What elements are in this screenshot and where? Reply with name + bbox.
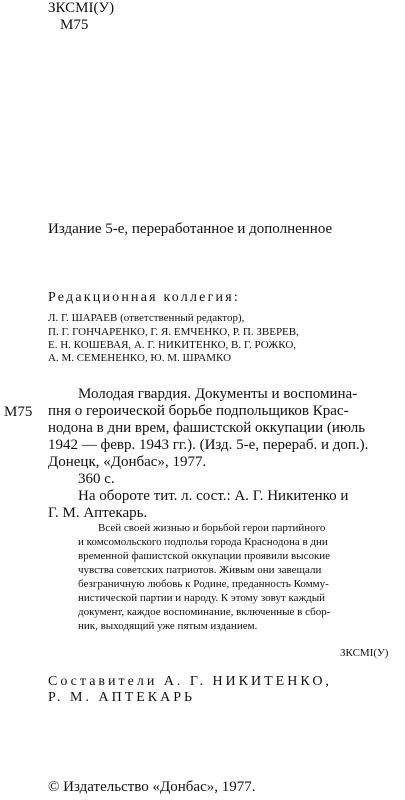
copyright-notice: © Издательство «Донбас», 1977. <box>48 779 256 795</box>
annotation-line: ник, выходящий уже пятым изданием. <box>78 620 258 632</box>
annotation-line: документ, каждое воспоминание, включенные в сбор- <box>78 606 331 618</box>
page-count: 360 с. <box>78 471 115 487</box>
annotation-line: нистической партии и народу. К этому зовут каждый <box>78 592 326 604</box>
edition-statement: Издание 5-е, переработанное и дополненное <box>48 221 333 237</box>
biblio-line: Донецк, «Донбас», 1977. <box>48 454 207 470</box>
biblio-line: пня о героической борьбе подпольщиков Крас- <box>48 403 349 419</box>
annotation-line: Всей своей жизнью и борьбой герои партийного <box>98 522 326 534</box>
compilers-line: Р. М. АПТЕКАРЬ <box>48 690 196 705</box>
editorial-board-line: А. М. СЕМЕНЕНКО, Ю. М. ШРАМКО <box>48 352 232 364</box>
annotation-line: временной фашистской оккупации проявили высокие <box>78 550 331 562</box>
biblio-line: нодона в дни врем, фашистской оккупации (июль <box>48 420 366 436</box>
biblio-line: 1942 — февр. 1943 гг.). (Изд. 5-е, перераб. и доп.). <box>48 437 369 453</box>
reverse-note-line: На обороте тит. л. сост.: А. Г. Никитенко и <box>78 488 349 504</box>
annotation <box>78 521 398 633</box>
reverse-note-line: Г. М. Аптекарь. <box>48 505 148 521</box>
side-author-mark: М75 <box>4 404 33 420</box>
classification-index-bottom: ЗКСМІ(У) <box>340 647 389 659</box>
annotation-line: и комсомольского подполья города Краснодона в дни <box>78 536 328 548</box>
compilers-line: Составители А. Г. НИКИТЕНКО, <box>48 674 332 689</box>
biblio-line: Молодая гвардия. Документы и воспомина- <box>78 386 358 402</box>
author-mark: М75 <box>60 17 89 33</box>
annotation-line: чувства советских патриотов. Живым они завещали <box>78 564 322 576</box>
editorial-board-line: Л. Г. ШАРАЕВ (ответственный редактор), <box>48 312 245 324</box>
annotation-line: безграничную любовь к Родине, преданность Комму- <box>78 578 329 590</box>
editorial-board-heading: Редакционная коллегия: <box>48 290 240 305</box>
classification-index: ЗКСМІ(У) <box>48 0 115 16</box>
biblio-description <box>48 386 400 522</box>
editorial-board-line: Е. Н. КОШЕВАЯ, А. Г. НИКИТЕНКО, В. Г. РОЖКО, <box>48 339 297 351</box>
editorial-board-line: П. Г. ГОНЧАРЕНКО, Г. Я. ЕМЧЕНКО, Р. П. ЗВЕРЕВ, <box>48 326 299 338</box>
